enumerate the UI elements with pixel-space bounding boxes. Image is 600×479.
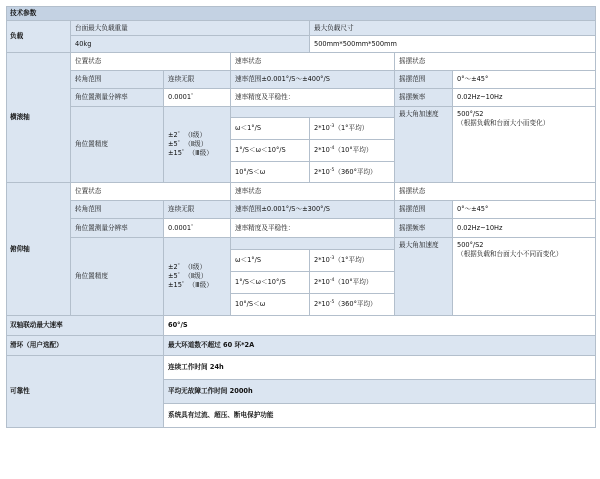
pitch-accuracy-label: 角位置精度: [71, 238, 164, 316]
pitch-swing-range-value: 0°～±45°: [453, 201, 596, 219]
roll-rate-condition-2: 1°/S＜ω＜10°/S: [231, 140, 310, 162]
pitch-rate-precision-label: 速率精度及平稳性：: [231, 219, 395, 238]
pitch-resolution-row: [7, 219, 596, 238]
roll-swing-state-header: 摇摆状态: [395, 53, 596, 71]
pitch-state-row: [7, 183, 596, 201]
roll-max-accel-label: 最大角加速度: [395, 107, 453, 183]
roll-rate-range: 速率范围±0.001°/S～±400°/S: [231, 71, 395, 89]
roll-swing-range-value: 0°～±45°: [453, 71, 596, 89]
roll-accuracy-values: [164, 107, 231, 183]
max-load-size-value: 500mm*500mm*500mm: [310, 36, 596, 53]
roll-accuracy-class-2: ±5゜（Ⅱ级）: [168, 140, 208, 148]
roll-rate-value-2: $2*10^{-4}(10^\circ$平均）: [310, 140, 395, 162]
roll-axis-label: 横滚轴: [7, 53, 71, 183]
reliability-label: 可靠性: [7, 356, 164, 428]
pitch-rate-value-2: $2*10^{-4}(10^\circ$平均）: [310, 272, 395, 294]
load-label: 负载: [7, 21, 71, 53]
reliability-item-2: 平均无故障工作时间 2000h: [164, 380, 596, 404]
pitch-range-row: [7, 201, 596, 219]
roll-state-row: [7, 53, 596, 71]
pitch-accuracy-row: [7, 238, 596, 250]
pitch-angle-range-value: 连续无限: [164, 201, 231, 219]
slipring-row: [7, 336, 596, 356]
roll-angle-range-label: 转角范围: [71, 71, 164, 89]
roll-swing-frequency-value: 0.02Hz~10Hz: [453, 89, 596, 107]
title-row: [7, 7, 596, 21]
slipring-label: 滑环（用户选配）: [7, 336, 164, 356]
roll-position-state-header: 位置状态: [71, 53, 231, 71]
roll-max-accel: [453, 107, 596, 183]
pitch-max-accel-note: （根据负载和台面大小不同而变化）: [457, 250, 563, 258]
pitch-rate-condition-2: 1°/S＜ω＜10°/S: [231, 272, 310, 294]
max-load-weight-label: 台面最大负载重量: [71, 21, 310, 36]
roll-rate-value-3: $2*10^{-5}(360^\circ$平均）: [310, 162, 395, 183]
linkage-row: [7, 316, 596, 336]
roll-resolution-label: 角位置测量分辨率: [71, 89, 164, 107]
reliability-item-1: 连续工作时间 24h: [164, 356, 596, 380]
pitch-accuracy-class-2: ±5゜（Ⅱ级）: [168, 272, 208, 280]
spec-sheet: [6, 6, 595, 428]
pitch-max-accel-label: 最大角加速度: [395, 238, 453, 316]
linkage-speed-label: 双轴联动最大速率: [7, 316, 164, 336]
pitch-rate-value-1: $2*10^{-3}(1^\circ$平均）: [310, 250, 395, 272]
roll-resolution-row: [7, 89, 596, 107]
pitch-accuracy-class-1: ±2゜（Ⅰ级）: [168, 263, 207, 271]
pitch-rate-spacer: [231, 238, 395, 250]
pitch-position-state-header: 位置状态: [71, 183, 231, 201]
roll-rate-spacer: [231, 107, 395, 118]
linkage-speed-value: 60°/S: [164, 316, 596, 336]
reliability-row-1: [7, 356, 596, 380]
pitch-rate-condition-1: ω＜1°/S: [231, 250, 310, 272]
roll-max-accel-value: 500°/S2: [457, 110, 484, 118]
roll-rate-condition-1: ω＜1°/S: [231, 118, 310, 140]
pitch-rate-condition-3: 10°/S＜ω: [231, 294, 310, 316]
pitch-accuracy-values: [164, 238, 231, 316]
pitch-max-accel: [453, 238, 596, 316]
pitch-rate-state-header: 速率状态: [231, 183, 395, 201]
pitch-angle-range-label: 转角范围: [71, 201, 164, 219]
roll-accuracy-class-3: ±15゜（Ⅲ级）: [168, 149, 213, 157]
roll-accuracy-label: 角位置精度: [71, 107, 164, 183]
roll-accuracy-class-1: ±2゜（Ⅰ级）: [168, 131, 207, 139]
roll-resolution-value: 0.0001゜: [164, 89, 231, 107]
reliability-item-3: 系统具有过流、超压、断电保护功能: [164, 404, 596, 428]
pitch-resolution-value: 0.0001゜: [164, 219, 231, 238]
max-load-size-label: 最大负载尺寸: [310, 21, 596, 36]
table-title: 技术参数: [7, 7, 596, 21]
spec-table: [6, 6, 596, 428]
roll-range-row: [7, 71, 596, 89]
pitch-swing-state-header: 摇摆状态: [395, 183, 596, 201]
pitch-rate-value-3: $2*10^{-5}(360^\circ$平均）: [310, 294, 395, 316]
load-header-row: [7, 21, 596, 36]
pitch-swing-range-label: 摇摆范围: [395, 201, 453, 219]
pitch-axis-label: 俯仰轴: [7, 183, 71, 316]
roll-accuracy-row: [7, 107, 596, 118]
pitch-accuracy-class-3: ±15゜（Ⅲ级）: [168, 281, 213, 289]
roll-rate-precision-label: 速率精度及平稳性：: [231, 89, 395, 107]
pitch-swing-frequency-value: 0.02Hz~10Hz: [453, 219, 596, 238]
roll-rate-value-1: $2*10^{-3}(1^\circ$平均）: [310, 118, 395, 140]
roll-rate-state-header: 速率状态: [231, 53, 395, 71]
roll-angle-range-value: 连续无限: [164, 71, 231, 89]
slipring-value: 最大环道数不超过 60 环*2A: [164, 336, 596, 356]
roll-max-accel-note: （根据负载和台面大小而变化）: [457, 119, 550, 127]
roll-swing-frequency-label: 摇摆频率: [395, 89, 453, 107]
roll-rate-condition-3: 10°/S＜ω: [231, 162, 310, 183]
max-load-weight-value: 40kg: [71, 36, 310, 53]
pitch-rate-range: 速率范围±0.001°/S～±300°/S: [231, 201, 395, 219]
pitch-max-accel-value: 500°/S2: [457, 241, 484, 249]
roll-swing-range-label: 摇摆范围: [395, 71, 453, 89]
load-value-row: [7, 36, 596, 53]
pitch-swing-frequency-label: 摇摆频率: [395, 219, 453, 238]
pitch-resolution-label: 角位置测量分辨率: [71, 219, 164, 238]
